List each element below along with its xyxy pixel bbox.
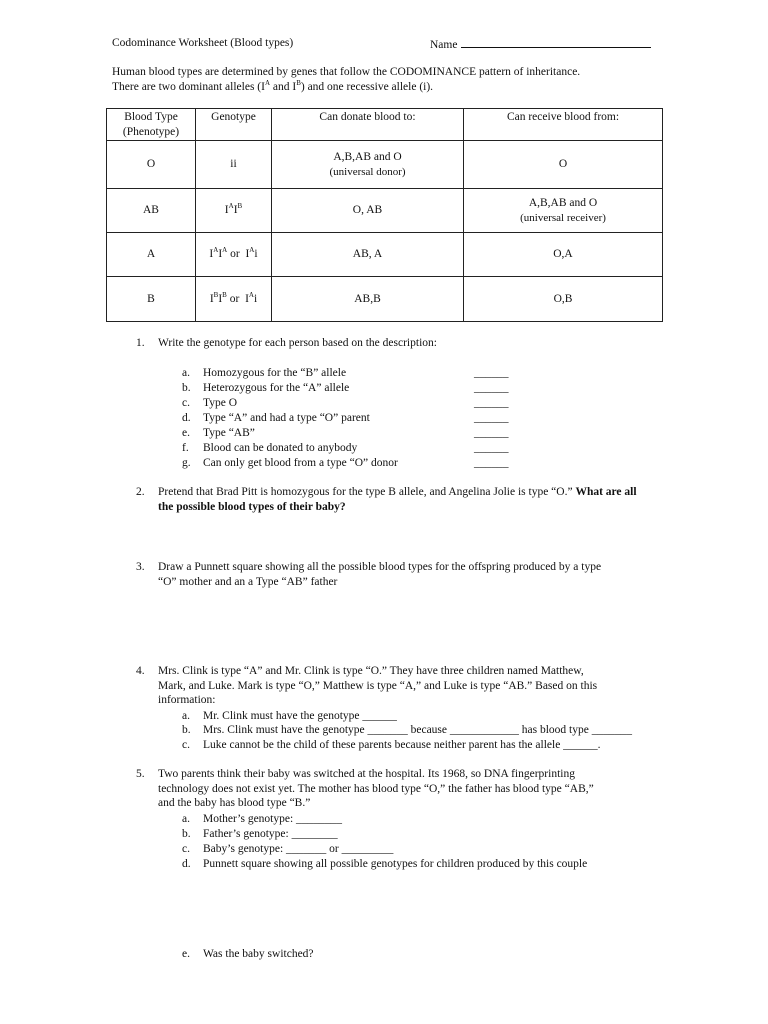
cell-genotype: ii [196,141,272,189]
q5-item-text: Father’s genotype: ________ [203,828,338,840]
q5-item-letter: d. [182,858,191,870]
question-5-text: Two parents think their baby was switched at the hospital. Its 1968, so DNA fingerprinting technology does not exist yet. The mother has blood type “O,” the father has blood type “AB,” and the baby has blood type “B.” [158,768,594,809]
cell-receive: A,B,AB and O (universal receiver) [464,189,663,233]
q1-item-letter: e. [182,427,190,439]
q1-answer-blank[interactable]: ______ [474,412,509,424]
name-field[interactable] [430,36,651,53]
header-genotype: Genotype [196,109,272,141]
q1-answer-blank[interactable]: ______ [474,427,509,439]
question-2-number: 2. [136,486,145,498]
q5-item-text: Punnett square showing all possible genotypes for children produced by this couple [203,858,588,870]
cell-type: B [107,277,196,322]
question-4-text: Mrs. Clink is type “A” and Mr. Clink is type “O.” They have three children named Matthew, Mark, and Luke. Mark is type “O,” Matthew is type “A,” and Luke is type “AB.” Based on this information: [158,665,598,706]
table-row [107,277,663,322]
worksheet-title: Codominance Worksheet (Blood types) [112,37,294,49]
cell-donate: O, AB [272,189,464,233]
question-3-number: 3. [136,561,145,573]
q1-item-text: Heterozygous for the “A” allele [203,382,350,394]
q5-item-letter: e. [182,948,190,960]
question-5-number: 5. [136,768,145,780]
name-blank-line[interactable] [461,36,651,48]
q5-item-text: Mother’s genotype: ________ [203,813,343,825]
q5-item-letter: a. [182,813,190,825]
cell-donate: AB, A [272,233,464,277]
q1-item-text: Can only get blood from a type “O” donor [203,457,398,469]
q4-item-letter: b. [182,724,191,736]
q5-item-letter: b. [182,828,191,840]
table-row [107,189,663,233]
cell-genotype: $I^BI^B$ or $I^Ai$ [196,277,272,322]
q4-item-text: Luke cannot be the child of these parents because neither parent has the allele ______. [203,739,601,751]
q4-item-letter: a. [182,710,190,722]
name-label: Name [430,39,458,51]
cell-type: A [107,233,196,277]
q1-item-text: Type “A” and had a type “O” parent [203,412,370,424]
q1-item-letter: g. [182,457,191,469]
q4-item-text: Mr. Clink must have the genotype ______ [203,710,397,722]
q1-answer-blank[interactable]: ______ [474,397,509,409]
q1-item-text: Type “AB” [203,427,255,439]
q5-item-text: Was the baby switched? [203,948,314,960]
q5-item-text: Baby’s genotype: _______ or _________ [203,843,394,855]
q1-item-text: Type O [203,397,238,409]
q1-item-text: Homozygous for the “B” allele [203,367,347,379]
table-row [107,233,663,277]
q1-item-letter: b. [182,382,191,394]
question-4-number: 4. [136,665,145,677]
q1-item-text: Blood can be donated to anybody [203,442,358,454]
cell-donate: AB,B [272,277,464,322]
intro-paragraph [112,65,672,95]
table-header-row [107,109,663,141]
intro-line-2: There are two dominant alleles ($I^A$ and $I^B$) and one recessive allele (i). [112,79,434,93]
q1-item-letter: f. [182,442,189,454]
question-1-number: 1. [136,337,145,349]
q1-item-letter: d. [182,412,191,424]
q1-answer-blank[interactable]: ______ [474,457,509,469]
cell-receive: O [464,141,663,189]
q1-answer-blank[interactable]: ______ [474,442,509,454]
question-2-text: Pretend that Brad Pitt is homozygous for the type B allele, and Angelina Jolie is type “O.” What are all the possible blood types of their baby? [158,486,637,513]
blood-type-table [106,108,663,322]
cell-type: O [107,141,196,189]
cell-genotype: $I^AI^B$ [196,189,272,233]
header-receive: Can receive blood from: [464,109,663,141]
q1-item-letter: c. [182,397,190,409]
q4-item-letter: c. [182,739,190,751]
cell-donate: A,B,AB and O (universal donor) [272,141,464,189]
table-row [107,141,663,189]
q1-answer-blank[interactable]: ______ [474,382,509,394]
cell-type: AB [107,189,196,233]
header-phenotype: Blood Type (Phenotype) [107,109,196,141]
q4-item-text: Mrs. Clink must have the genotype _______ because ____________ has blood type _______ [203,724,632,736]
question-3-text: Draw a Punnett square showing all the possible blood types for the offspring produced by a type “O” mother and an a Type “AB” father [158,561,602,588]
question-2-bold: What are all the possible blood types of their baby? [158,486,637,513]
question-1-text: Write the genotype for each person based on the description: [158,337,437,349]
intro-line-1: Human blood types are determined by genes that follow the CODOMINANCE pattern of inheritance. [112,66,581,78]
header-donate: Can donate blood to: [272,109,464,141]
cell-receive: O,A [464,233,663,277]
q5-item-letter: c. [182,843,190,855]
cell-genotype: $I^AI^A$ or $I^Ai$ [196,233,272,277]
q1-answer-blank[interactable]: ______ [474,367,509,379]
cell-receive: O,B [464,277,663,322]
q1-item-letter: a. [182,367,190,379]
